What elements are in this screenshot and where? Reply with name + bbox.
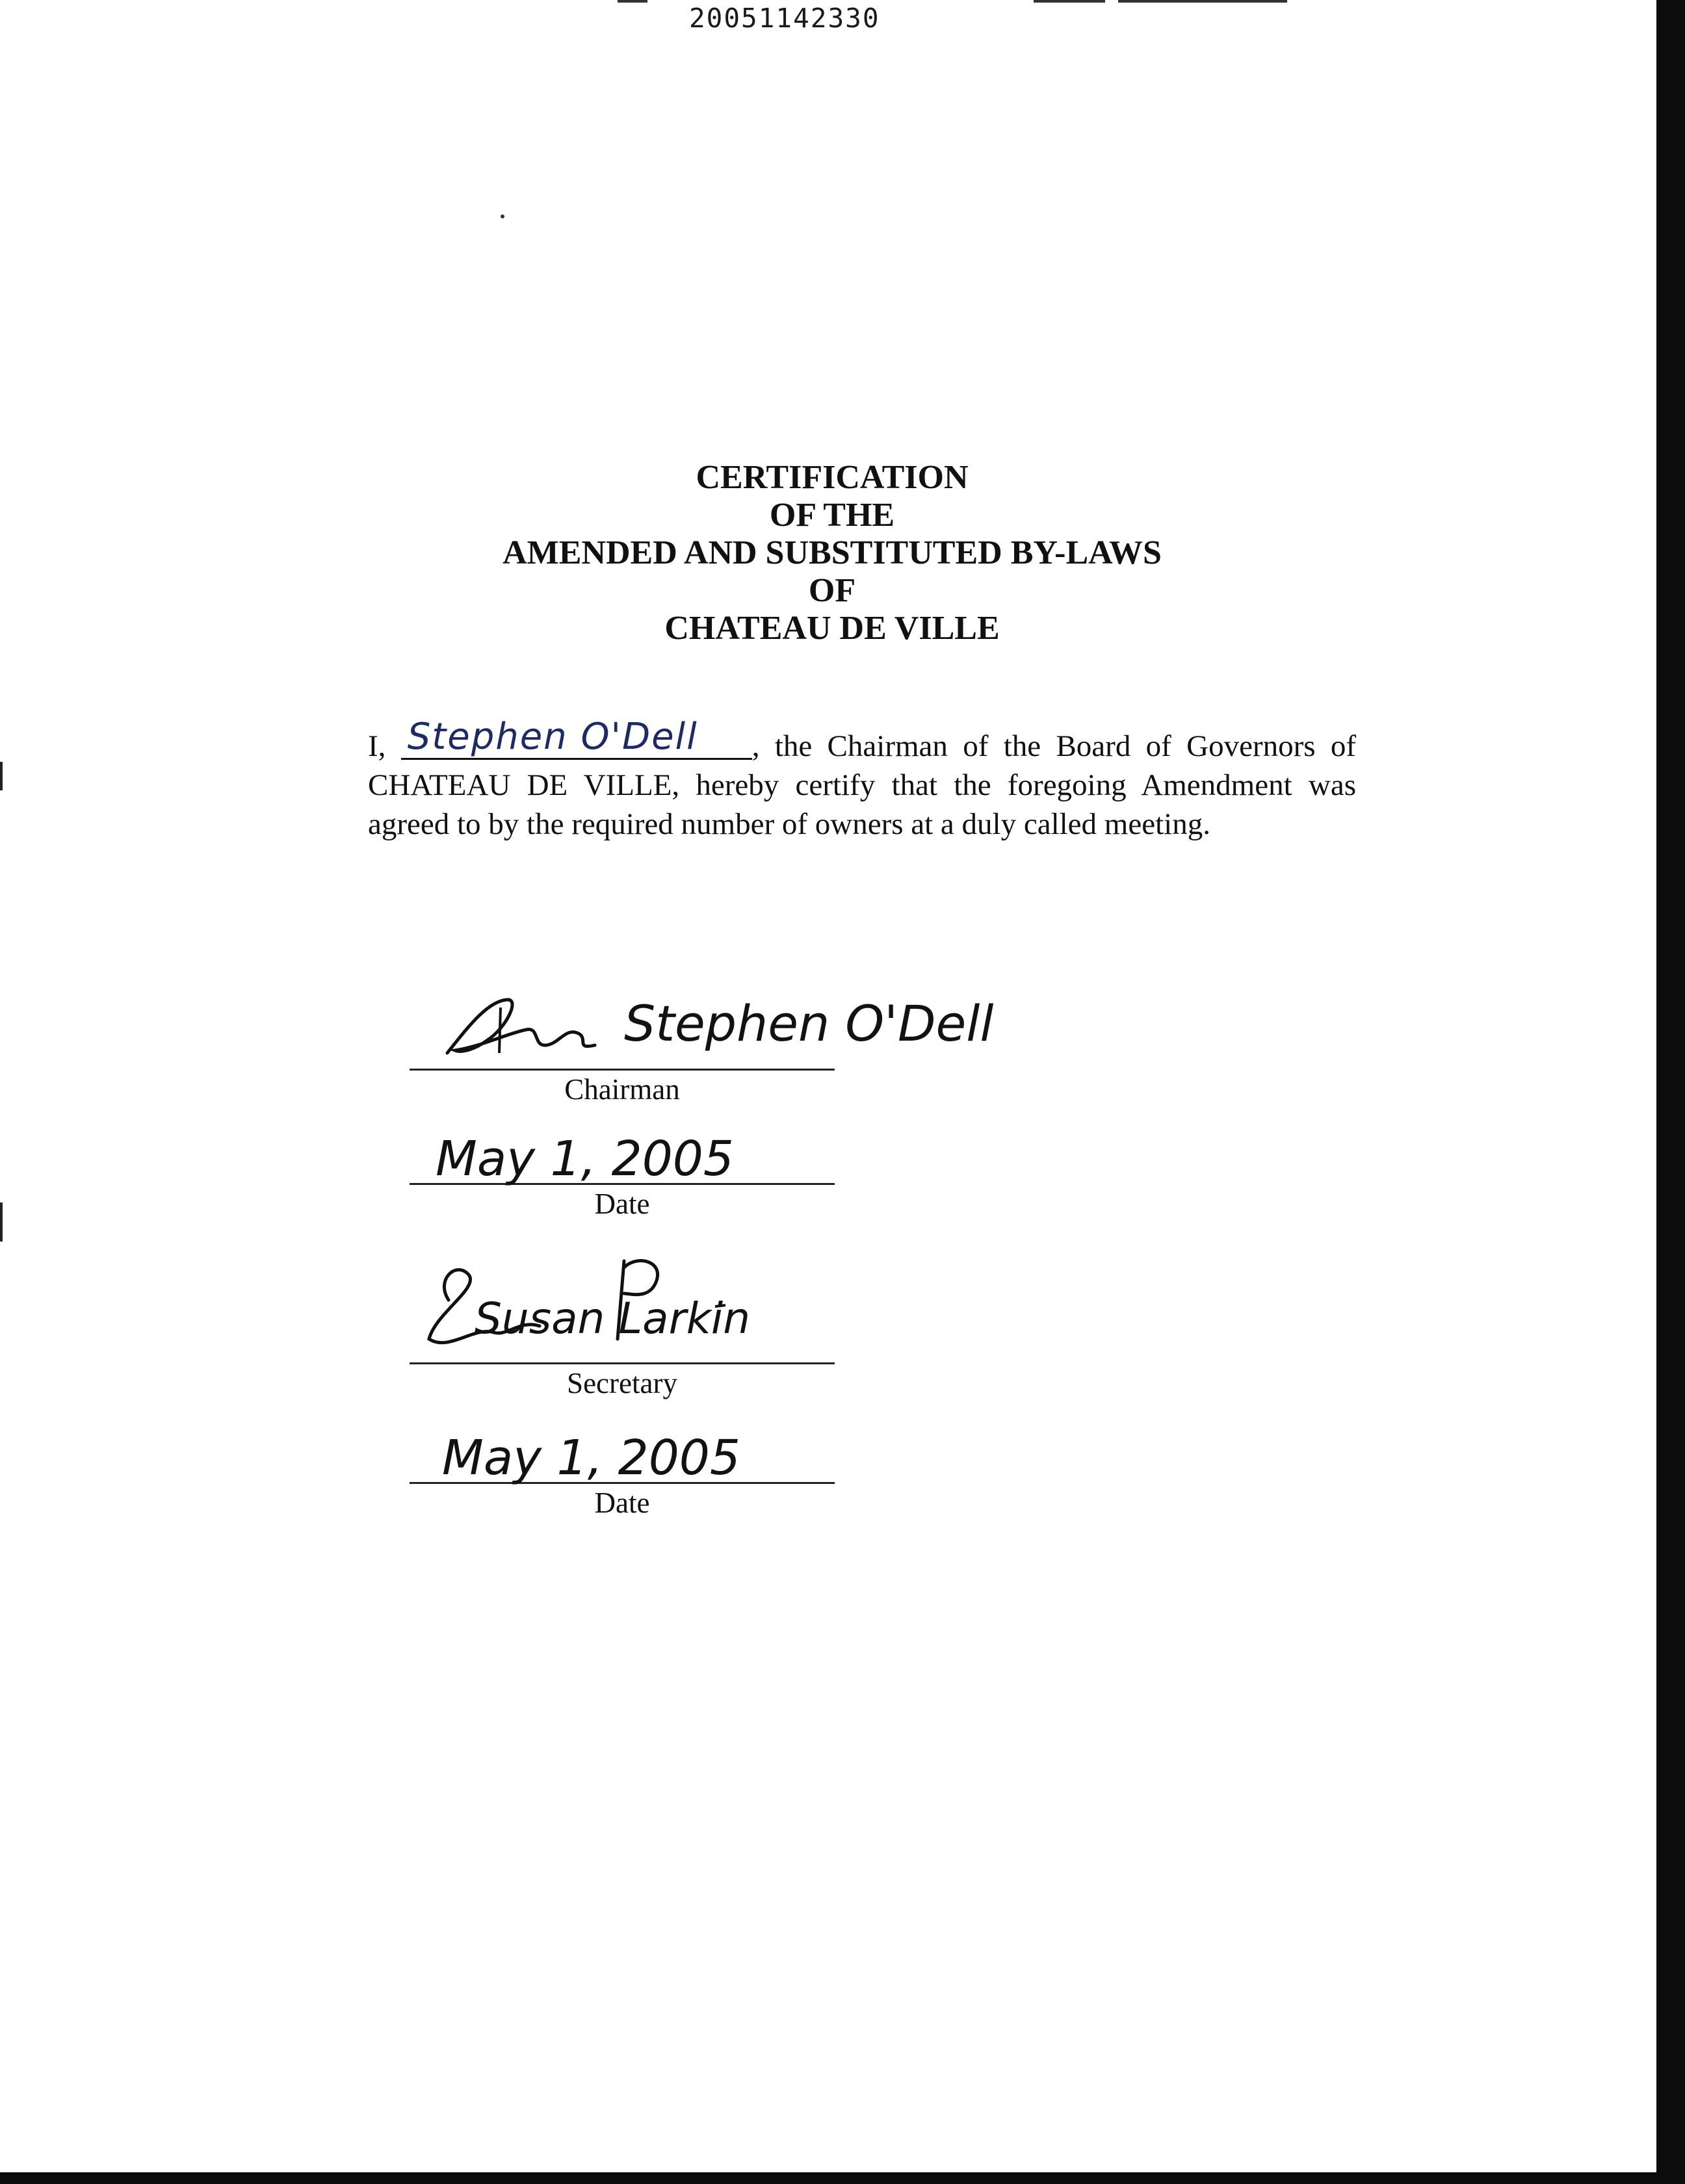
title-line: CERTIFICATION: [696, 459, 969, 496]
certification-title: [390, 459, 1274, 647]
title-line: OF: [808, 572, 856, 609]
secretary-signature-block: [410, 1254, 835, 1399]
certification-paragraph: [368, 716, 1356, 844]
title-line: CHATEAU DE VILLE: [664, 610, 1000, 647]
document-number: 20051142330: [689, 3, 880, 34]
chairman-handwritten-signature: Stephen O'Dell: [624, 994, 994, 1052]
handwritten-name: Stephen O'Dell: [407, 716, 698, 758]
scan-edge-right: [1656, 0, 1685, 2184]
paragraph-text: , the Chairman of the Board of Governors of CHATEAU DE VILLE, hereby certify that the foregoing Amendment was agreed to by the required number of owners at a duly called meeting.: [368, 729, 1356, 841]
scan-scratch-top-3: [1118, 0, 1287, 3]
scan-mark-left-1: [0, 762, 3, 790]
scan-speck: [501, 214, 504, 218]
title-line: OF THE: [769, 497, 895, 534]
chairman-date-block: [410, 1118, 835, 1220]
secretary-label: Secretary: [567, 1367, 677, 1399]
chairman-signature-block: [410, 988, 994, 1106]
date-label: Date: [594, 1487, 650, 1519]
paragraph-prefix: I,: [368, 729, 386, 763]
scan-scratch-top-2: [1034, 0, 1105, 3]
date-label: Date: [594, 1188, 650, 1220]
title-line: AMENDED AND SUBSTITUTED BY-LAWS: [503, 534, 1162, 571]
secretary-date-block: [410, 1417, 835, 1519]
chairman-label: Chairman: [564, 1073, 680, 1106]
scan-scratch-top-1: [618, 0, 647, 3]
scan-mark-left-2: [0, 1202, 3, 1242]
secretary-handwritten-date: May 1, 2005: [442, 1430, 740, 1486]
chairman-handwritten-date: May 1, 2005: [436, 1131, 734, 1187]
secretary-handwritten-signature: Susan Larkin: [475, 1294, 751, 1344]
name-blank: [401, 716, 752, 760]
scan-edge-bottom: [0, 2172, 1685, 2184]
signature-line: [410, 1362, 835, 1364]
